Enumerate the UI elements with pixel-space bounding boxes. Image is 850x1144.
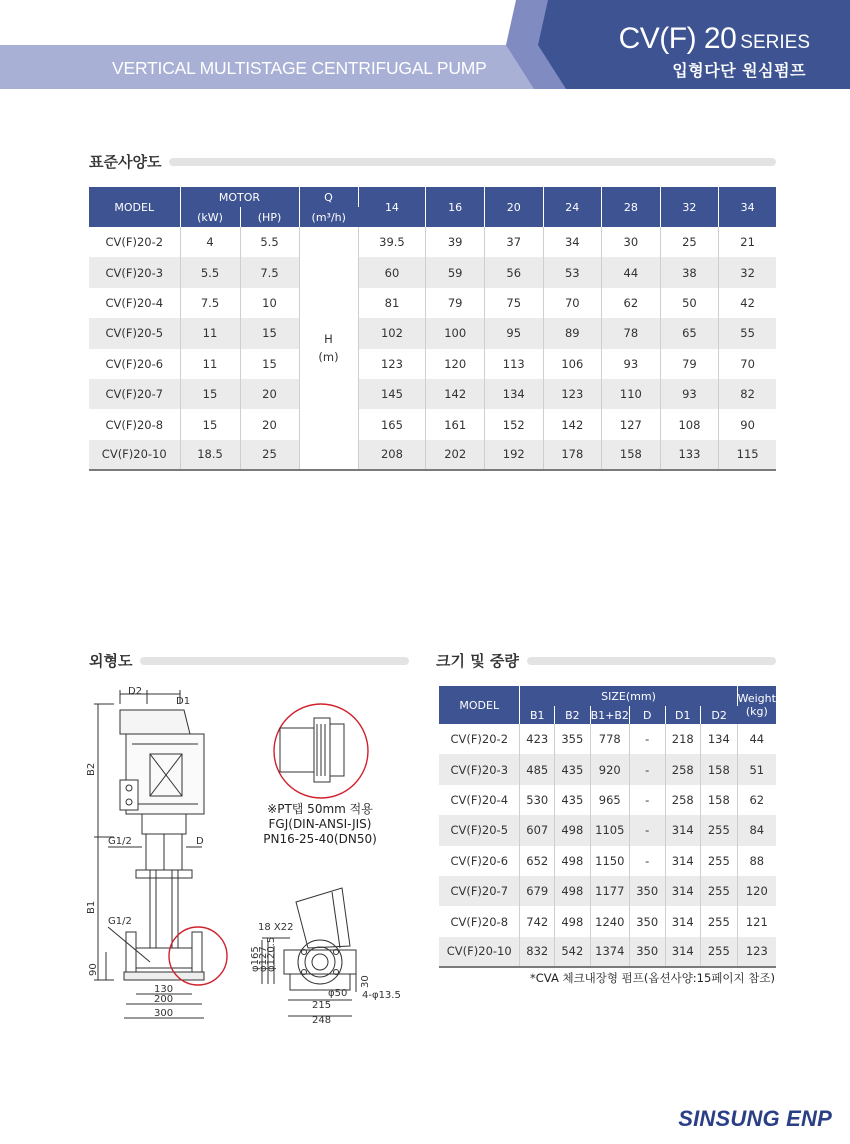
dim-130: 130 [154, 984, 174, 995]
col-model: MODEL [89, 187, 180, 227]
size-value-cell: 435 [555, 785, 591, 815]
weight-cell: 44 [749, 732, 765, 747]
heading-rule [140, 657, 409, 665]
size-value-cell: 498 [555, 906, 591, 936]
model-cell: CV(F)20-6 [439, 846, 520, 876]
size-value-cell: 530 [520, 785, 555, 815]
col-flow: 28 [602, 187, 661, 227]
col-size: SIZE(mm) [520, 686, 737, 706]
head-value-cell: 93 [660, 379, 719, 409]
col-q-unit: (m³/h) [299, 207, 358, 227]
head-value-cell: 60 [358, 257, 426, 287]
dim-holes: 4-φ13.5 [362, 990, 401, 1001]
weight-label: Weight [737, 692, 776, 705]
spec-heading-label: 표준사양도 [89, 153, 162, 171]
size-value-cell: 314 [665, 937, 701, 967]
size-value-cell: 255 [701, 846, 738, 876]
head-value-cell: 152 [484, 409, 543, 439]
hp-cell: 15 [240, 349, 299, 379]
dim-215: 215 [312, 1000, 332, 1011]
kw-cell: 4 [180, 227, 240, 257]
head-value-cell: 90 [740, 417, 755, 432]
size-value-cell: 498 [555, 815, 591, 845]
head-value-cell: 21 [740, 235, 755, 250]
brand-logo: SINSUNG ENP [678, 1106, 832, 1131]
series-korean: 입형다단 원심펌프 [672, 61, 806, 80]
head-value-cell: 134 [484, 379, 543, 409]
dim-phi50: φ50 [328, 988, 348, 999]
hp-cell: 5.5 [240, 227, 299, 257]
kw-cell: 15 [180, 409, 240, 439]
dim-d2: D2 [128, 686, 143, 697]
size-value-cell: 1240 [590, 906, 629, 936]
size-value-cell: 355 [555, 724, 591, 754]
size-value-cell: 255 [701, 815, 738, 845]
col-flow: 24 [543, 187, 602, 227]
head-value-cell: 123 [543, 379, 602, 409]
head-value-cell: 82 [719, 379, 776, 409]
pt-note [240, 802, 400, 847]
kw-cell: 18.5 [180, 440, 240, 470]
table-row [439, 785, 776, 815]
dim-b1: B1 [86, 900, 97, 914]
footnote: *CVA 체크내장형 펌프(옵션사양:15페이지 참조) [530, 971, 775, 985]
head-value-cell: 37 [484, 227, 543, 257]
kw-cell: 5.5 [180, 257, 240, 287]
head-value-cell: 133 [660, 440, 719, 470]
head-value-cell: 75 [484, 288, 543, 318]
head-value-cell: 78 [602, 318, 661, 348]
size-value-cell: 134 [701, 724, 738, 754]
head-unit-cell [299, 227, 358, 470]
table-row [439, 846, 776, 876]
model-cell: CV(F)20-10 [89, 440, 180, 470]
size-value-cell: 255 [701, 906, 738, 936]
size-value-cell: 158 [701, 754, 738, 784]
col-b1b2: B1+B2 [590, 706, 629, 724]
size-value-cell: 1150 [590, 846, 629, 876]
col-hp: (HP) [240, 207, 299, 227]
head-value-cell: 39.5 [358, 227, 426, 257]
table-row [439, 937, 776, 967]
size-value-cell: 1105 [590, 815, 629, 845]
size-value-cell: 350 [629, 906, 665, 936]
head-value-cell: 34 [543, 227, 602, 257]
col-b1: B1 [520, 706, 555, 724]
series-main: CV(F) 20 [618, 22, 737, 55]
kw-cell: 11 [180, 349, 240, 379]
series-title [619, 22, 810, 56]
head-value-cell: 55 [719, 318, 776, 348]
size-value-cell: 498 [555, 846, 591, 876]
hp-cell: 20 [240, 379, 299, 409]
head-value-cell: 142 [426, 379, 485, 409]
head-value-cell: 115 [719, 440, 776, 470]
dim-phi120: φ120.5 [266, 936, 277, 972]
size-value-cell: 258 [665, 785, 701, 815]
size-value-cell: 742 [520, 906, 555, 936]
hp-cell: 15 [240, 318, 299, 348]
spec-heading [89, 151, 776, 172]
table-row [89, 227, 776, 257]
dim-g2: G1/2 [108, 916, 132, 927]
col-b2: B2 [555, 706, 591, 724]
col-d: D [629, 706, 665, 724]
table-row [439, 815, 776, 845]
head-value-cell: 142 [543, 409, 602, 439]
dim-g1: G1/2 [108, 836, 132, 847]
head-value-cell: 165 [358, 409, 426, 439]
size-value-cell: - [629, 815, 665, 845]
dim-d: D [196, 836, 204, 847]
dim-phi127: φ127 [258, 946, 269, 972]
size-value-cell: 778 [590, 724, 629, 754]
head-value-cell: 89 [543, 318, 602, 348]
size-value-cell: - [629, 754, 665, 784]
size-value-cell: 965 [590, 785, 629, 815]
size-value-cell: 423 [520, 724, 555, 754]
pt-note-line: PN16-25-40(DN50) [263, 832, 377, 846]
kw-cell: 11 [180, 318, 240, 348]
head-value-cell: 145 [358, 379, 426, 409]
table-row [89, 440, 776, 470]
heading-rule [169, 158, 776, 166]
head-value-cell: 113 [484, 349, 543, 379]
size-value-cell: - [629, 846, 665, 876]
model-cell: CV(F)20-10 [439, 937, 520, 967]
size-value-cell: 832 [520, 937, 555, 967]
model-cell: CV(F)20-6 [89, 349, 180, 379]
head-value-cell: 158 [602, 440, 661, 470]
table-row [439, 724, 776, 754]
table-row [89, 288, 776, 318]
head-value-cell: 123 [358, 349, 426, 379]
series-suffix: SERIES [740, 32, 810, 53]
col-weight [737, 686, 776, 724]
head-value-cell: 38 [660, 257, 719, 287]
table-row [89, 257, 776, 287]
table-row [89, 409, 776, 439]
head-value-cell: 56 [484, 257, 543, 287]
model-cell: CV(F)20-2 [89, 227, 180, 257]
head-value-cell: 178 [543, 440, 602, 470]
model-cell: CV(F)20-3 [439, 754, 520, 784]
size-value-cell: 679 [520, 876, 555, 906]
pump-side-drawing [246, 884, 410, 1026]
dim-d1: D1 [176, 696, 191, 707]
size-value-cell: 652 [520, 846, 555, 876]
weight-cell: 121 [745, 914, 768, 929]
spec-table-body [89, 227, 776, 470]
col-model: MODEL [439, 686, 520, 724]
model-cell: CV(F)20-5 [89, 318, 180, 348]
head-value-cell: 95 [484, 318, 543, 348]
head-value-cell: 70 [740, 356, 755, 371]
col-flow: 32 [660, 187, 719, 227]
head-value-cell: 44 [602, 257, 661, 287]
col-kw: (kW) [180, 207, 240, 227]
size-value-cell: 255 [701, 876, 738, 906]
size-value-cell: 542 [555, 937, 591, 967]
table-row [89, 318, 776, 348]
dim-30: 30 [360, 975, 371, 988]
weight-unit: (kg) [745, 705, 768, 718]
weight-cell: 88 [749, 853, 765, 868]
size-value-cell: 1374 [590, 937, 629, 967]
size-value-cell: 258 [665, 754, 701, 784]
head-value-cell: 32 [719, 257, 776, 287]
outline-heading [89, 650, 409, 671]
model-cell: CV(F)20-4 [89, 288, 180, 318]
head-value-cell: 81 [358, 288, 426, 318]
head-value-cell: 42 [740, 295, 755, 310]
outline-heading-label: 외형도 [89, 652, 133, 670]
head-value-cell: 93 [602, 349, 661, 379]
size-value-cell: 1177 [590, 876, 629, 906]
size-value-cell: 314 [665, 906, 701, 936]
table-row [439, 876, 776, 906]
head-value-cell: 102 [358, 318, 426, 348]
size-value-cell: 158 [701, 785, 738, 815]
dim-248: 248 [312, 1015, 332, 1026]
spec-table [89, 187, 776, 471]
col-flow: 20 [484, 187, 543, 227]
size-value-cell: 314 [665, 815, 701, 845]
dim-90: 90 [88, 963, 99, 976]
head-value-cell: 192 [484, 440, 543, 470]
weight-cell: 51 [737, 754, 776, 784]
head-value-cell: 110 [602, 379, 661, 409]
size-value-cell: 350 [629, 937, 665, 967]
size-value-cell: 498 [555, 876, 591, 906]
pt-note-line: FGJ(DIN-ANSI-JIS) [268, 817, 372, 831]
head-value-cell: 39 [426, 227, 485, 257]
model-cell: CV(F)20-2 [439, 724, 520, 754]
head-value-cell: 25 [660, 227, 719, 257]
model-cell: CV(F)20-8 [89, 409, 180, 439]
col-flow: 14 [358, 187, 426, 227]
size-heading-label: 크기 및 중량 [436, 652, 519, 670]
size-value-cell: 314 [665, 876, 701, 906]
model-cell: CV(F)20-8 [439, 906, 520, 936]
model-cell: CV(F)20-7 [89, 379, 180, 409]
head-value-cell: 53 [543, 257, 602, 287]
head-value-cell: 50 [660, 288, 719, 318]
head-unit: (m) [318, 350, 339, 365]
dim-300: 300 [154, 1008, 174, 1019]
banner-subtitle: VERTICAL MULTISTAGE CENTRIFUGAL PUMP [112, 58, 487, 78]
table-row [89, 349, 776, 379]
head-value-cell: 120 [426, 349, 485, 379]
size-value-cell: 350 [629, 876, 665, 906]
header-banner [0, 0, 850, 92]
table-row [89, 379, 776, 409]
weight-cell: 84 [737, 815, 776, 845]
head-value-cell: 79 [426, 288, 485, 318]
head-value-cell: 70 [543, 288, 602, 318]
model-cell: CV(F)20-3 [89, 257, 180, 287]
dim-bolt: 18 X22 [258, 922, 294, 933]
model-cell: CV(F)20-4 [439, 785, 520, 815]
dim-200: 200 [154, 994, 174, 1005]
head-value-cell: 127 [602, 409, 661, 439]
size-value-cell: 218 [665, 724, 701, 754]
weight-cell: 62 [749, 792, 765, 807]
hp-cell: 10 [240, 288, 299, 318]
size-heading [436, 650, 776, 671]
size-value-cell: 485 [520, 754, 555, 784]
hp-cell: 20 [240, 409, 299, 439]
col-d1: D1 [665, 706, 701, 724]
pt-tap-detail [270, 700, 372, 802]
head-value-cell: 106 [543, 349, 602, 379]
pump-front-drawing [80, 682, 240, 1027]
head-value-cell: 108 [660, 409, 719, 439]
heading-rule [527, 657, 776, 665]
col-motor: MOTOR [180, 187, 299, 207]
kw-cell: 7.5 [180, 288, 240, 318]
head-value-cell: 208 [358, 440, 426, 470]
size-value-cell: 314 [665, 846, 701, 876]
table-row [439, 906, 776, 936]
size-value-cell: 435 [555, 754, 591, 784]
weight-cell: 120 [737, 876, 776, 906]
size-value-cell: - [629, 785, 665, 815]
head-value-cell: 161 [426, 409, 485, 439]
head-value-cell: 65 [660, 318, 719, 348]
size-value-cell: 607 [520, 815, 555, 845]
col-flow: 16 [426, 187, 485, 227]
head-value-cell: 30 [602, 227, 661, 257]
size-value-cell: - [629, 724, 665, 754]
head-value-cell: 100 [426, 318, 485, 348]
pt-note-line: ※PT탭 50mm 적용 [267, 802, 373, 816]
head-value-cell: 202 [426, 440, 485, 470]
col-d2: D2 [701, 706, 738, 724]
dim-b2: B2 [86, 762, 97, 776]
kw-cell: 15 [180, 379, 240, 409]
col-q: Q [299, 187, 358, 207]
size-value-cell: 255 [701, 937, 738, 967]
model-cell: CV(F)20-5 [439, 815, 520, 845]
size-table-body [439, 724, 776, 967]
head-value-cell: 79 [660, 349, 719, 379]
size-table [439, 686, 776, 968]
weight-cell: 123 [737, 937, 776, 967]
head-value-cell: 62 [602, 288, 661, 318]
dim-phi165: φ165 [250, 946, 261, 972]
hp-cell: 25 [240, 440, 299, 470]
model-cell: CV(F)20-7 [439, 876, 520, 906]
head-value-cell: 59 [426, 257, 485, 287]
head-label: H [324, 332, 333, 347]
size-value-cell: 920 [590, 754, 629, 784]
col-flow: 34 [719, 187, 776, 227]
table-row [439, 754, 776, 784]
hp-cell: 7.5 [240, 257, 299, 287]
